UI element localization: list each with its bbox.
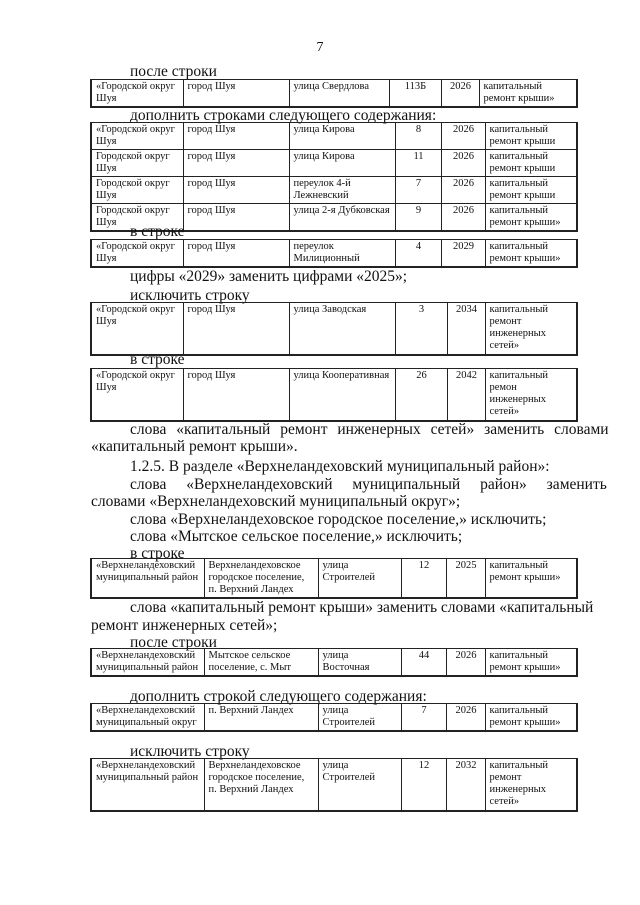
instruction-in-row: в строке xyxy=(130,351,185,368)
table-row xyxy=(91,150,577,177)
cell-street: улица Заводская xyxy=(289,303,395,356)
table-row xyxy=(91,559,577,599)
cell-district: Городской округ Шуя xyxy=(91,204,183,232)
cell-locality: город Шуя xyxy=(183,80,289,108)
cell-locality: п. Верхний Ландех xyxy=(204,704,318,732)
cell-street: улица Строителей xyxy=(318,704,401,732)
cell-locality: город Шуя xyxy=(183,303,289,356)
cell-district: «Верхнеландеховский муниципальный округ xyxy=(91,704,204,732)
cell-work-type: капитальный ремонт крыши» xyxy=(485,704,577,732)
cell-locality: город Шуя xyxy=(183,240,289,268)
cell-house: 9 xyxy=(395,204,441,232)
cell-house: 12 xyxy=(401,759,446,812)
cell-house: 4 xyxy=(395,240,441,268)
cell-street: улица Кирова xyxy=(289,123,395,150)
cell-year: 2026 xyxy=(441,204,485,232)
instruction-after-row: после строки xyxy=(130,634,217,651)
table-shuya-zavodskaya xyxy=(90,302,578,356)
cell-street: улица Строителей xyxy=(318,759,401,812)
table-row xyxy=(91,177,577,204)
cell-district: Городской округ Шуя xyxy=(91,150,183,177)
table-row xyxy=(91,303,577,356)
instruction-rename-district-line1: слова «Верхнеландеховский муниципальный район» заменить xyxy=(130,476,607,493)
cell-year: 2026 xyxy=(441,177,485,204)
cell-district: «Верхнеландеховский муниципальный район xyxy=(91,559,204,599)
cell-year: 2042 xyxy=(447,369,485,422)
cell-district: «Городской округ Шуя xyxy=(91,123,183,150)
cell-locality: Верхнеландеховское городское поселение, п. Верхний Ландех xyxy=(204,559,318,599)
instruction-replace-words-line2: «капитальный ремонт крыши». xyxy=(91,438,298,455)
table-row xyxy=(91,759,577,812)
cell-street: переулок 4-й Лежневский xyxy=(289,177,395,204)
cell-year: 2026 xyxy=(441,123,485,150)
cell-district: «Верхнеландеховский муниципальный район xyxy=(91,759,204,812)
cell-locality: город Шуя xyxy=(183,177,289,204)
cell-house: 7 xyxy=(395,177,441,204)
cell-year: 2026 xyxy=(446,649,485,677)
cell-street: улица Свердлова xyxy=(289,80,389,108)
cell-work-type: капитальный ремонт инженерных сетей» xyxy=(485,759,577,812)
cell-district: «Городской округ Шуя xyxy=(91,303,183,356)
cell-work-type: капитальный ремонт крыши xyxy=(485,177,577,204)
table-row xyxy=(91,123,577,150)
cell-district: «Городской округ Шуя xyxy=(91,240,183,268)
instruction-in-row: в строке xyxy=(130,545,185,562)
cell-house: 12 xyxy=(401,559,446,599)
cell-work-type: капитальный ремонт крыши» xyxy=(485,204,577,232)
cell-work-type: капитальный ремонт инженерных сетей» xyxy=(485,303,577,356)
instruction-replace-roof-line1: слова «капитальный ремонт крыши» заменить словами «капитальный xyxy=(130,599,594,616)
cell-year: 2026 xyxy=(441,150,485,177)
table-vlandekh-vostochnaya xyxy=(90,648,578,677)
cell-work-type: капитальный ремонт крыши» xyxy=(479,80,577,108)
cell-house: 3 xyxy=(395,303,447,356)
table-row xyxy=(91,704,577,732)
cell-house: 8 xyxy=(395,123,441,150)
table-row xyxy=(91,80,577,108)
cell-year: 2034 xyxy=(447,303,485,356)
table-vlandekh-stroiteley-12 xyxy=(90,558,578,599)
cell-street: улица Строителей xyxy=(318,559,401,599)
table-shuya-militsionny xyxy=(90,239,578,268)
instruction-replace-words-line1: слова «капитальный ремонт инженерных сетей» заменить словами xyxy=(130,421,609,438)
cell-work-type: капитальный ремонт крыши» xyxy=(485,240,577,268)
cell-year: 2026 xyxy=(441,80,479,108)
cell-work-type: капитальный ремонт крыши xyxy=(485,123,577,150)
cell-street: переулок Милиционный xyxy=(289,240,395,268)
cell-work-type: капитальный ремонт крыши» xyxy=(485,649,577,677)
cell-district: «Городской округ Шуя xyxy=(91,369,183,422)
cell-locality: Верхнеландеховское городское поселение, п. Верхний Ландех xyxy=(204,759,318,812)
section-heading-1-2-5: 1.2.5. В разделе «Верхнеландеховский муниципальный район»: xyxy=(130,458,550,475)
cell-locality: город Шуя xyxy=(183,204,289,232)
instruction-in-row: в строке xyxy=(130,223,185,240)
instruction-exclude-town-settlement: слова «Верхнеландеховское городское поселение,» исключить; xyxy=(130,511,547,528)
cell-work-type: капитальный ремонт крыши» xyxy=(485,559,577,599)
table-row xyxy=(91,240,577,268)
cell-house: 26 xyxy=(395,369,447,422)
cell-house: 7 xyxy=(401,704,446,732)
cell-house: 113Б xyxy=(389,80,441,108)
page-number: 7 xyxy=(316,40,324,55)
instruction-add-rows: дополнить строками следующего содержания: xyxy=(130,107,437,124)
instruction-replace-digits: цифры «2029» заменить цифрами «2025»; xyxy=(130,268,408,285)
cell-year: 2025 xyxy=(446,559,485,599)
table-shuya-added-rows xyxy=(90,122,578,232)
cell-locality: город Шуя xyxy=(183,150,289,177)
cell-street: улица Кооперативная xyxy=(289,369,395,422)
cell-locality: город Шуя xyxy=(183,369,289,422)
table-shuya-kooperativnaya xyxy=(90,368,578,422)
table-row xyxy=(91,369,577,422)
cell-work-type: капитальный ремон инженерных сетей» xyxy=(485,369,577,422)
cell-district: Городской округ Шуя xyxy=(91,177,183,204)
table-vlandekh-stroiteley-12-2032 xyxy=(90,758,578,812)
instruction-rename-district-line2: словами «Верхнеландеховский муниципальный округ»; xyxy=(91,493,461,510)
cell-locality: город Шуя xyxy=(183,123,289,150)
cell-district: «Городской округ Шуя xyxy=(91,80,183,108)
instruction-replace-roof-line2: ремонт инженерных сетей»; xyxy=(91,617,278,634)
table-shuya-sverdlova xyxy=(90,79,578,108)
cell-district: «Верхнеландеховский муниципальный район xyxy=(91,649,204,677)
cell-street: улица Восточная xyxy=(318,649,401,677)
instruction-exclude-rural-settlement: слова «Мытское сельское поселение,» исключить; xyxy=(130,528,463,545)
cell-year: 2032 xyxy=(446,759,485,812)
instruction-after-row: после строки xyxy=(130,63,217,80)
cell-year: 2029 xyxy=(441,240,485,268)
instruction-add-row: дополнить строкой следующего содержания: xyxy=(130,688,427,705)
instruction-exclude-row: исключить строку xyxy=(130,743,250,760)
cell-year: 2026 xyxy=(446,704,485,732)
cell-locality: Мытское сельское поселение, с. Мыт xyxy=(204,649,318,677)
table-vlandekh-stroiteley-7 xyxy=(90,703,578,732)
cell-house: 44 xyxy=(401,649,446,677)
instruction-exclude-row: исключить строку xyxy=(130,287,250,304)
cell-street: улица 2-я Дубковская xyxy=(289,204,395,232)
table-row xyxy=(91,649,577,677)
cell-house: 11 xyxy=(395,150,441,177)
cell-street: улица Кирова xyxy=(289,150,395,177)
cell-work-type: капитальный ремонт крыши xyxy=(485,150,577,177)
